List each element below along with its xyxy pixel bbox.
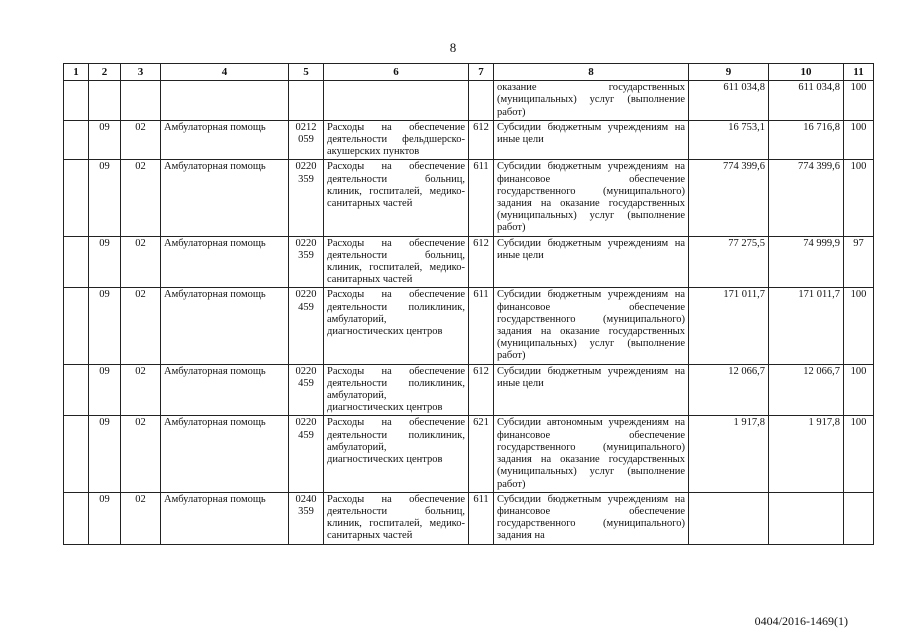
cell-section-name bbox=[161, 81, 289, 121]
cell-target-code: 0220 359 bbox=[289, 160, 324, 236]
table-row bbox=[64, 288, 874, 364]
cell-section-name: Амбулаторная помощь bbox=[161, 492, 289, 544]
column-number: 1 bbox=[64, 64, 89, 81]
cell-section: 09 bbox=[89, 364, 121, 416]
cell-target-name: Расходы на обеспечение деятельности больниц, клиник, госпиталей, медико-санитарных частей bbox=[324, 236, 469, 288]
cell-target-code: 0220 459 bbox=[289, 416, 324, 492]
cell-percent: 100 bbox=[844, 120, 874, 160]
cell-percent: 100 bbox=[844, 288, 874, 364]
cell-section-name: Амбулаторная помощь bbox=[161, 416, 289, 492]
cell-subsection: 02 bbox=[121, 120, 161, 160]
cell-actual-amount: 12 066,7 bbox=[769, 364, 844, 416]
cell-expense-type-name: Субсидии бюджетным учреждениям на финансовое обеспечение государственного (муниципального) задания на оказание государственных (муниципальных) услуг (выполнение работ) bbox=[494, 160, 689, 236]
cell-section: 09 bbox=[89, 492, 121, 544]
cell-section-name: Амбулаторная помощь bbox=[161, 288, 289, 364]
cell-subsection: 02 bbox=[121, 416, 161, 492]
cell-expense-type-name: Субсидии бюджетным учреждениям на иные цели bbox=[494, 364, 689, 416]
cell-row-number bbox=[64, 364, 89, 416]
cell-target-code: 0240 359 bbox=[289, 492, 324, 544]
cell-percent bbox=[844, 492, 874, 544]
cell-actual-amount: 74 999,9 bbox=[769, 236, 844, 288]
cell-subsection: 02 bbox=[121, 160, 161, 236]
column-number: 8 bbox=[494, 64, 689, 81]
cell-expense-type-name: Субсидии бюджетным учреждениям на иные цели bbox=[494, 236, 689, 288]
column-number: 4 bbox=[161, 64, 289, 81]
cell-expense-type-code: 611 bbox=[469, 160, 494, 236]
cell-expense-type-code: 611 bbox=[469, 288, 494, 364]
cell-expense-type-name: оказание государственных (муниципальных) услуг (выполнение работ) bbox=[494, 81, 689, 121]
cell-expense-type-code: 621 bbox=[469, 416, 494, 492]
cell-row-number bbox=[64, 236, 89, 288]
cell-planned-amount: 12 066,7 bbox=[689, 364, 769, 416]
cell-planned-amount: 774 399,6 bbox=[689, 160, 769, 236]
budget-table bbox=[63, 63, 874, 545]
cell-target-name: Расходы на обеспечение деятельности поликлиник, амбулаторий, диагностических центров bbox=[324, 416, 469, 492]
cell-expense-type-name: Субсидии бюджетным учреждениям на иные цели bbox=[494, 120, 689, 160]
column-number: 9 bbox=[689, 64, 769, 81]
cell-row-number bbox=[64, 120, 89, 160]
cell-section-name: Амбулаторная помощь bbox=[161, 120, 289, 160]
cell-subsection: 02 bbox=[121, 288, 161, 364]
cell-target-code: 0220 359 bbox=[289, 236, 324, 288]
column-number: 11 bbox=[844, 64, 874, 81]
cell-row-number bbox=[64, 160, 89, 236]
cell-planned-amount bbox=[689, 492, 769, 544]
cell-percent: 100 bbox=[844, 416, 874, 492]
cell-planned-amount: 1 917,8 bbox=[689, 416, 769, 492]
column-number-row bbox=[64, 64, 874, 81]
table-row bbox=[64, 416, 874, 492]
cell-target-name bbox=[324, 81, 469, 121]
cell-actual-amount: 774 399,6 bbox=[769, 160, 844, 236]
cell-actual-amount: 16 716,8 bbox=[769, 120, 844, 160]
cell-section: 09 bbox=[89, 416, 121, 492]
cell-expense-type-code: 612 bbox=[469, 120, 494, 160]
cell-subsection: 02 bbox=[121, 492, 161, 544]
cell-expense-type-name: Субсидии бюджетным учреждениям на финансовое обеспечение государственного (муниципального) задания на bbox=[494, 492, 689, 544]
cell-section: 09 bbox=[89, 120, 121, 160]
table-row bbox=[64, 492, 874, 544]
cell-actual-amount: 611 034,8 bbox=[769, 81, 844, 121]
cell-section-name: Амбулаторная помощь bbox=[161, 160, 289, 236]
table-row bbox=[64, 364, 874, 416]
cell-expense-type-code: 612 bbox=[469, 236, 494, 288]
cell-expense-type-name: Субсидии бюджетным учреждениям на финансовое обеспечение государственного (муниципального) задания на оказание государственных (муниципальных) услуг (выполнение работ) bbox=[494, 288, 689, 364]
cell-actual-amount: 171 011,7 bbox=[769, 288, 844, 364]
column-number: 5 bbox=[289, 64, 324, 81]
cell-target-name: Расходы на обеспечение деятельности поликлиник, амбулаторий, диагностических центров bbox=[324, 364, 469, 416]
document-code: 0404/2016-1469(1) bbox=[754, 614, 848, 628]
cell-target-name: Расходы на обеспечение деятельности поликлиник, амбулаторий, диагностических центров bbox=[324, 288, 469, 364]
cell-target-name: Расходы на обеспечение деятельности больниц, клиник, госпиталей, медико-санитарных частей bbox=[324, 492, 469, 544]
cell-actual-amount: 1 917,8 bbox=[769, 416, 844, 492]
cell-planned-amount: 77 275,5 bbox=[689, 236, 769, 288]
column-number: 7 bbox=[469, 64, 494, 81]
column-number: 3 bbox=[121, 64, 161, 81]
cell-percent: 97 bbox=[844, 236, 874, 288]
cell-planned-amount: 611 034,8 bbox=[689, 81, 769, 121]
cell-section-name: Амбулаторная помощь bbox=[161, 364, 289, 416]
cell-section bbox=[89, 81, 121, 121]
cell-section: 09 bbox=[89, 236, 121, 288]
cell-subsection: 02 bbox=[121, 364, 161, 416]
table-row bbox=[64, 236, 874, 288]
cell-row-number bbox=[64, 416, 89, 492]
cell-row-number bbox=[64, 492, 89, 544]
cell-target-code: 0220 459 bbox=[289, 288, 324, 364]
cell-section: 09 bbox=[89, 160, 121, 236]
cell-expense-type-name: Субсидии автономным учреждениям на финансовое обеспечение государственного (муниципального) задания на оказание государственных (муниципальных) услуг (выполнение работ) bbox=[494, 416, 689, 492]
table-row bbox=[64, 81, 874, 121]
page-number: 8 bbox=[449, 40, 457, 55]
cell-row-number bbox=[64, 81, 89, 121]
cell-expense-type-code: 611 bbox=[469, 492, 494, 544]
cell-percent: 100 bbox=[844, 364, 874, 416]
cell-target-code bbox=[289, 81, 324, 121]
cell-expense-type-code bbox=[469, 81, 494, 121]
column-number: 10 bbox=[769, 64, 844, 81]
cell-target-name: Расходы на обеспечение деятельности больниц, клиник, госпиталей, медико-санитарных частей bbox=[324, 160, 469, 236]
cell-subsection bbox=[121, 81, 161, 121]
cell-subsection: 02 bbox=[121, 236, 161, 288]
cell-percent: 100 bbox=[844, 81, 874, 121]
cell-actual-amount bbox=[769, 492, 844, 544]
cell-section: 09 bbox=[89, 288, 121, 364]
cell-target-code: 0212 059 bbox=[289, 120, 324, 160]
column-number: 6 bbox=[324, 64, 469, 81]
cell-target-name: Расходы на обеспечение деятельности фельдшерско-акушерских пунктов bbox=[324, 120, 469, 160]
cell-row-number bbox=[64, 288, 89, 364]
column-number: 2 bbox=[89, 64, 121, 81]
table-row bbox=[64, 160, 874, 236]
cell-planned-amount: 16 753,1 bbox=[689, 120, 769, 160]
cell-target-code: 0220 459 bbox=[289, 364, 324, 416]
cell-expense-type-code: 612 bbox=[469, 364, 494, 416]
cell-planned-amount: 171 011,7 bbox=[689, 288, 769, 364]
table-row bbox=[64, 120, 874, 160]
cell-section-name: Амбулаторная помощь bbox=[161, 236, 289, 288]
cell-percent: 100 bbox=[844, 160, 874, 236]
